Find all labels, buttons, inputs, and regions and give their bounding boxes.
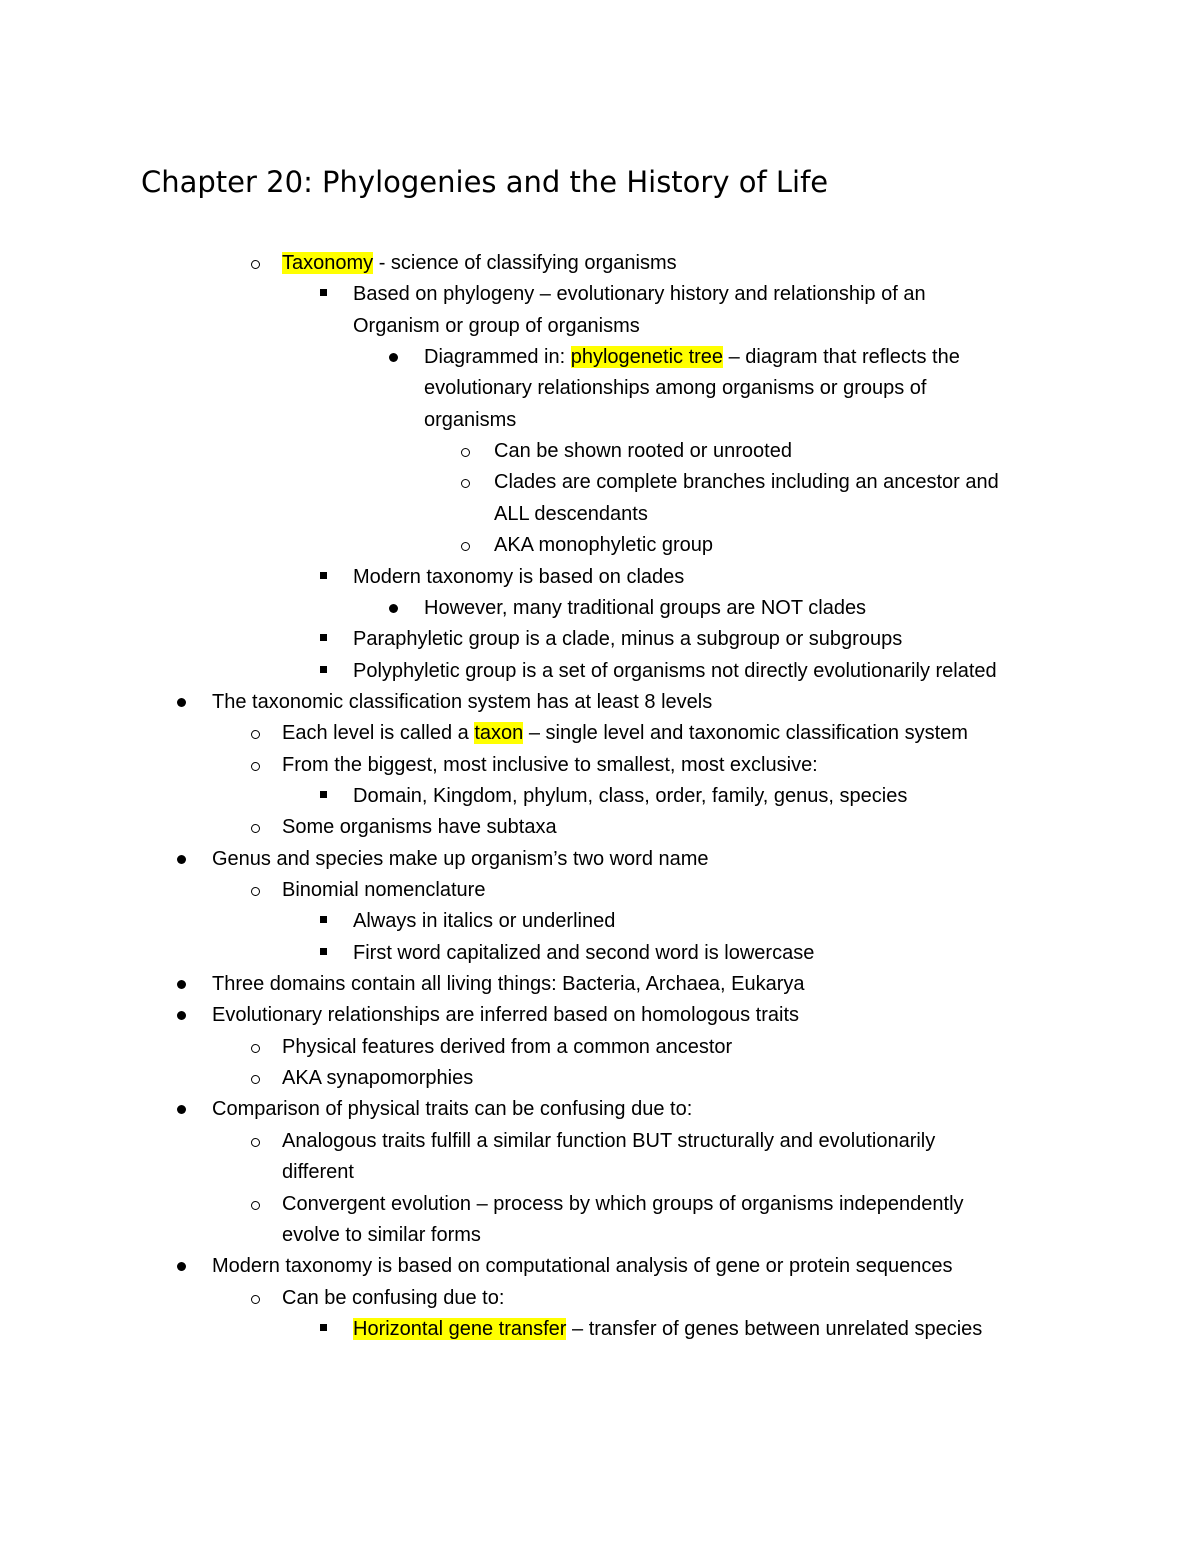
line-text xyxy=(353,624,902,655)
text-segment: Modern taxonomy is based on computational analysis of gene or protein sequences xyxy=(212,1255,953,1278)
text-segment: Based on phylogeny – evolutionary history and relationship of an xyxy=(353,283,926,306)
line-text xyxy=(353,562,684,593)
text-segment: Polyphyletic group is a set of organisms not directly evolutionarily related xyxy=(353,659,997,682)
outline-line xyxy=(0,1157,1200,1188)
outline-line xyxy=(0,906,1200,937)
bullet-dot-icon xyxy=(173,1000,189,1031)
outline-line xyxy=(0,1000,1200,1031)
line-text xyxy=(282,1157,354,1188)
text-segment: Diagrammed in: xyxy=(424,346,571,369)
outline-line xyxy=(0,499,1200,530)
bullet-square-icon xyxy=(315,562,331,593)
outline-line xyxy=(0,1032,1200,1063)
outline-line xyxy=(0,938,1200,969)
text-segment: ALL descendants xyxy=(494,502,648,525)
text-segment: – diagram that reflects the xyxy=(723,346,960,369)
line-text xyxy=(212,969,805,1000)
outline-line xyxy=(0,844,1200,875)
line-text xyxy=(353,311,640,342)
outline-line xyxy=(0,624,1200,655)
bullet-circle-icon xyxy=(247,1126,263,1157)
text-segment: The taxonomic classification system has at least 8 levels xyxy=(212,690,713,713)
text-segment: Paraphyletic group is a clade, minus a subgroup or subgroups xyxy=(353,628,903,651)
outline-line xyxy=(0,1126,1200,1157)
line-text xyxy=(282,248,677,279)
text-segment: Three domains contain all living things: Bacteria, Archaea, Eukarya xyxy=(212,973,805,996)
text-segment: However, many traditional groups are NOT clades xyxy=(424,596,867,619)
highlighted-term: Horizontal gene transfer xyxy=(353,1317,567,1340)
line-text xyxy=(353,279,926,310)
outline-line xyxy=(0,1251,1200,1282)
outline-line xyxy=(0,1314,1200,1345)
bullet-circle-icon xyxy=(247,1283,263,1314)
text-segment: - science of classifying organisms xyxy=(373,252,677,274)
highlighted-term: taxon xyxy=(474,722,524,745)
outline-line xyxy=(0,593,1200,624)
line-text xyxy=(212,1000,799,1031)
line-text xyxy=(212,844,709,875)
line-text xyxy=(282,1126,935,1157)
text-segment: – single level and taxonomic classification system xyxy=(523,722,968,745)
text-segment: AKA monophyletic group xyxy=(494,534,714,557)
text-segment: organisms xyxy=(424,408,517,431)
bullet-dot-icon xyxy=(385,342,401,373)
line-text xyxy=(424,593,866,624)
bullet-dot-icon xyxy=(173,844,189,875)
text-segment: Genus and species make up organism’s two word name xyxy=(212,847,709,870)
outline-line xyxy=(0,373,1200,404)
line-text xyxy=(424,405,516,436)
outline-line xyxy=(0,342,1200,373)
outline-line xyxy=(0,405,1200,436)
line-text xyxy=(494,530,713,561)
outline-line xyxy=(0,1220,1200,1251)
text-segment: Binomial nomenclature xyxy=(282,879,486,901)
text-segment: different xyxy=(282,1161,354,1184)
highlighted-term: phylogenetic tree xyxy=(570,346,724,369)
line-text xyxy=(353,938,814,969)
line-text xyxy=(212,687,712,718)
bullet-square-icon xyxy=(315,938,331,969)
text-segment: Can be confusing due to: xyxy=(282,1286,505,1309)
line-text xyxy=(353,1314,982,1345)
line-text xyxy=(282,1032,732,1063)
line-text xyxy=(353,906,615,937)
bullet-circle-icon xyxy=(247,248,263,279)
text-segment: Clades are complete branches including an ancestor and xyxy=(494,471,999,494)
outline-line xyxy=(0,562,1200,593)
bullet-square-icon xyxy=(315,624,331,655)
text-segment: Modern taxonomy is based on clades xyxy=(353,565,685,588)
highlighted-term: Taxonomy xyxy=(282,252,374,274)
bullet-dot-icon xyxy=(385,593,401,624)
outline-line xyxy=(0,1283,1200,1314)
outline-line xyxy=(0,969,1200,1000)
bullet-circle-icon xyxy=(247,1189,263,1220)
outline-line xyxy=(0,812,1200,843)
line-text xyxy=(353,781,907,812)
bullet-circle-icon xyxy=(247,812,263,843)
outline-line xyxy=(0,750,1200,781)
bullet-circle-icon xyxy=(247,1032,263,1063)
bullet-circle-icon xyxy=(457,467,473,498)
outline-line xyxy=(0,279,1200,310)
text-segment: evolve to similar forms xyxy=(282,1223,481,1246)
line-text xyxy=(282,750,818,781)
bullet-circle-icon xyxy=(457,530,473,561)
bullet-dot-icon xyxy=(173,1094,189,1125)
line-text xyxy=(494,467,999,498)
bullet-circle-icon xyxy=(247,1063,263,1094)
outline-line xyxy=(0,687,1200,718)
bullet-dot-icon xyxy=(173,687,189,718)
text-segment: Always in italics or underlined xyxy=(353,910,616,933)
line-text xyxy=(282,875,485,906)
line-text xyxy=(282,1283,504,1314)
line-text xyxy=(282,718,968,749)
text-segment: Domain, Kingdom, phylum, class, order, family, genus, species xyxy=(353,784,908,807)
line-text xyxy=(282,1220,481,1251)
text-segment: Evolutionary relationships are inferred based on homologous traits xyxy=(212,1004,800,1027)
page-title: Chapter 20: Phylogenies and the History of Life xyxy=(141,165,829,199)
text-segment: Convergent evolution – process by which groups of organisms independently xyxy=(282,1192,964,1215)
outline-line xyxy=(0,656,1200,687)
bullet-dot-icon xyxy=(173,1251,189,1282)
bullet-square-icon xyxy=(315,781,331,812)
bullet-circle-icon xyxy=(457,436,473,467)
outline-line xyxy=(0,1094,1200,1125)
bullet-dot-icon xyxy=(173,969,189,1000)
text-segment: – transfer of genes between unrelated species xyxy=(566,1317,983,1340)
outline-line xyxy=(0,781,1200,812)
line-text xyxy=(212,1094,692,1125)
bullet-square-icon xyxy=(315,279,331,310)
bullet-circle-icon xyxy=(247,718,263,749)
text-segment: Can be shown rooted or unrooted xyxy=(494,440,792,463)
line-text xyxy=(282,1189,964,1220)
bullet-circle-icon xyxy=(247,875,263,906)
text-segment: evolutionary relationships among organisms or groups of xyxy=(424,377,927,400)
line-text xyxy=(494,499,648,530)
outline-line xyxy=(0,248,1200,279)
outline-line xyxy=(0,875,1200,906)
outline-line xyxy=(0,530,1200,561)
text-segment: Physical features derived from a common ancestor xyxy=(282,1035,733,1058)
text-segment: Some organisms have subtaxa xyxy=(282,816,557,839)
text-segment: Organism or group of organisms xyxy=(353,314,640,337)
line-text xyxy=(424,342,960,373)
outline-line xyxy=(0,1189,1200,1220)
bullet-circle-icon xyxy=(247,750,263,781)
text-segment: From the biggest, most inclusive to smallest, most exclusive: xyxy=(282,753,818,776)
text-segment: First word capitalized and second word is lowercase xyxy=(353,941,815,964)
bullet-square-icon xyxy=(315,656,331,687)
bullet-square-icon xyxy=(315,906,331,937)
line-text xyxy=(282,1063,473,1094)
line-text xyxy=(212,1251,952,1282)
text-segment: Analogous traits fulfill a similar function BUT structurally and evolutionarily xyxy=(282,1129,936,1152)
text-segment: AKA synapomorphies xyxy=(282,1067,474,1090)
text-segment: Comparison of physical traits can be confusing due to: xyxy=(212,1098,693,1121)
text-segment: Each level is called a xyxy=(282,722,475,745)
outline-line xyxy=(0,467,1200,498)
line-text xyxy=(424,373,927,404)
outline-line xyxy=(0,1063,1200,1094)
bullet-square-icon xyxy=(315,1314,331,1345)
outline-line xyxy=(0,436,1200,467)
line-text xyxy=(282,812,557,843)
line-text xyxy=(353,656,997,687)
outline-line xyxy=(0,311,1200,342)
outline-line xyxy=(0,718,1200,749)
line-text xyxy=(494,436,792,467)
